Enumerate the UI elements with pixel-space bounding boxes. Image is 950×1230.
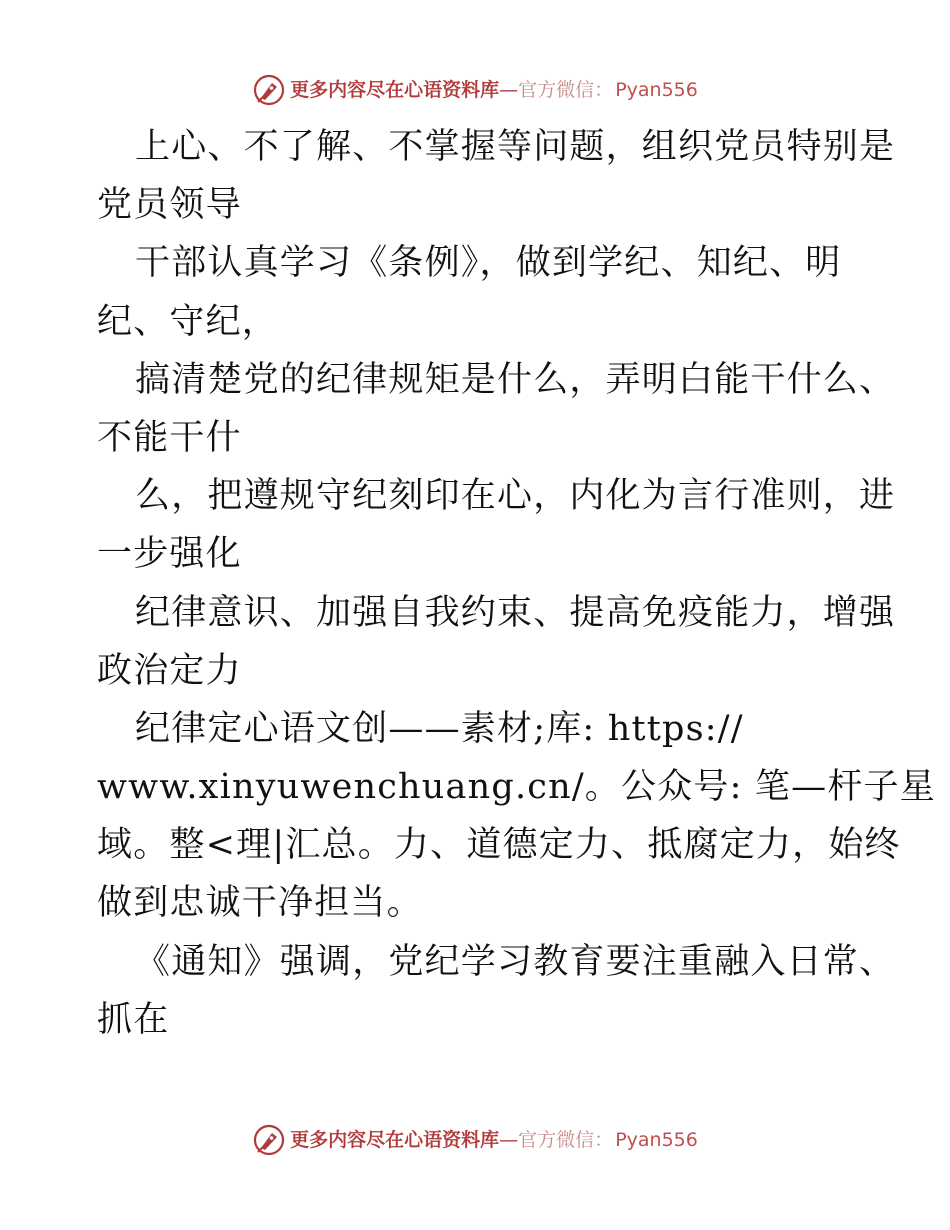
text-line: 做到忠诚干净担当。 <box>97 883 423 924</box>
text-line: 一步强化 <box>97 534 242 575</box>
watermark-label: 官方微信： <box>518 1129 614 1151</box>
text-line: www.xinyuwenchuang.cn/。公众号: 笔—杆子星 <box>97 767 936 808</box>
text-line: 政治定力 <box>97 650 242 691</box>
watermark-wechat-id: Pyan556 <box>615 1129 698 1151</box>
watermark-title: 更多内容尽在心语资料库 <box>290 79 500 101</box>
watermark-title: 更多内容尽在心语资料库 <box>290 1129 500 1151</box>
text-line: 上心、不了解、不掌握等问题，组织党员特别是 <box>135 127 896 167</box>
text-line: 党员领导 <box>97 185 242 226</box>
text-line: 《通知》强调，党纪学习教育要注重融入日常、 <box>135 941 896 982</box>
watermark-separator: — <box>499 1129 519 1151</box>
watermark-label: 官方微信： <box>518 79 614 101</box>
text-line: 纪律意识、加强自我约束、提高免疫能力，增强 <box>135 592 896 633</box>
text-line: 域。整<理|汇总。力、道德定力、抵腐定力，始终 <box>97 825 901 866</box>
watermark-wechat-id: Pyan556 <box>615 79 698 101</box>
header-watermark <box>0 70 950 110</box>
text-line: 么，把遵规守纪刻印在心，内化为言行准则，进 <box>135 476 896 517</box>
text-line: 纪、守纪， <box>97 301 279 342</box>
text-line: 不能干什 <box>97 417 242 458</box>
pen-nib-logo-icon <box>252 73 286 107</box>
watermark-separator: — <box>499 79 519 101</box>
text-line: 抓在 <box>97 999 170 1040</box>
text-line: 纪律定心语文创——素材;库: https:// <box>135 708 744 749</box>
text-line: 搞清楚党的纪律规矩是什么，弄明白能干什么、 <box>135 359 896 400</box>
pen-nib-logo-icon <box>252 1123 286 1157</box>
text-line: 干部认真学习《条例》，做到学纪、知纪、明 <box>135 243 842 284</box>
document-body <box>97 118 936 1049</box>
footer-watermark <box>0 1120 950 1160</box>
